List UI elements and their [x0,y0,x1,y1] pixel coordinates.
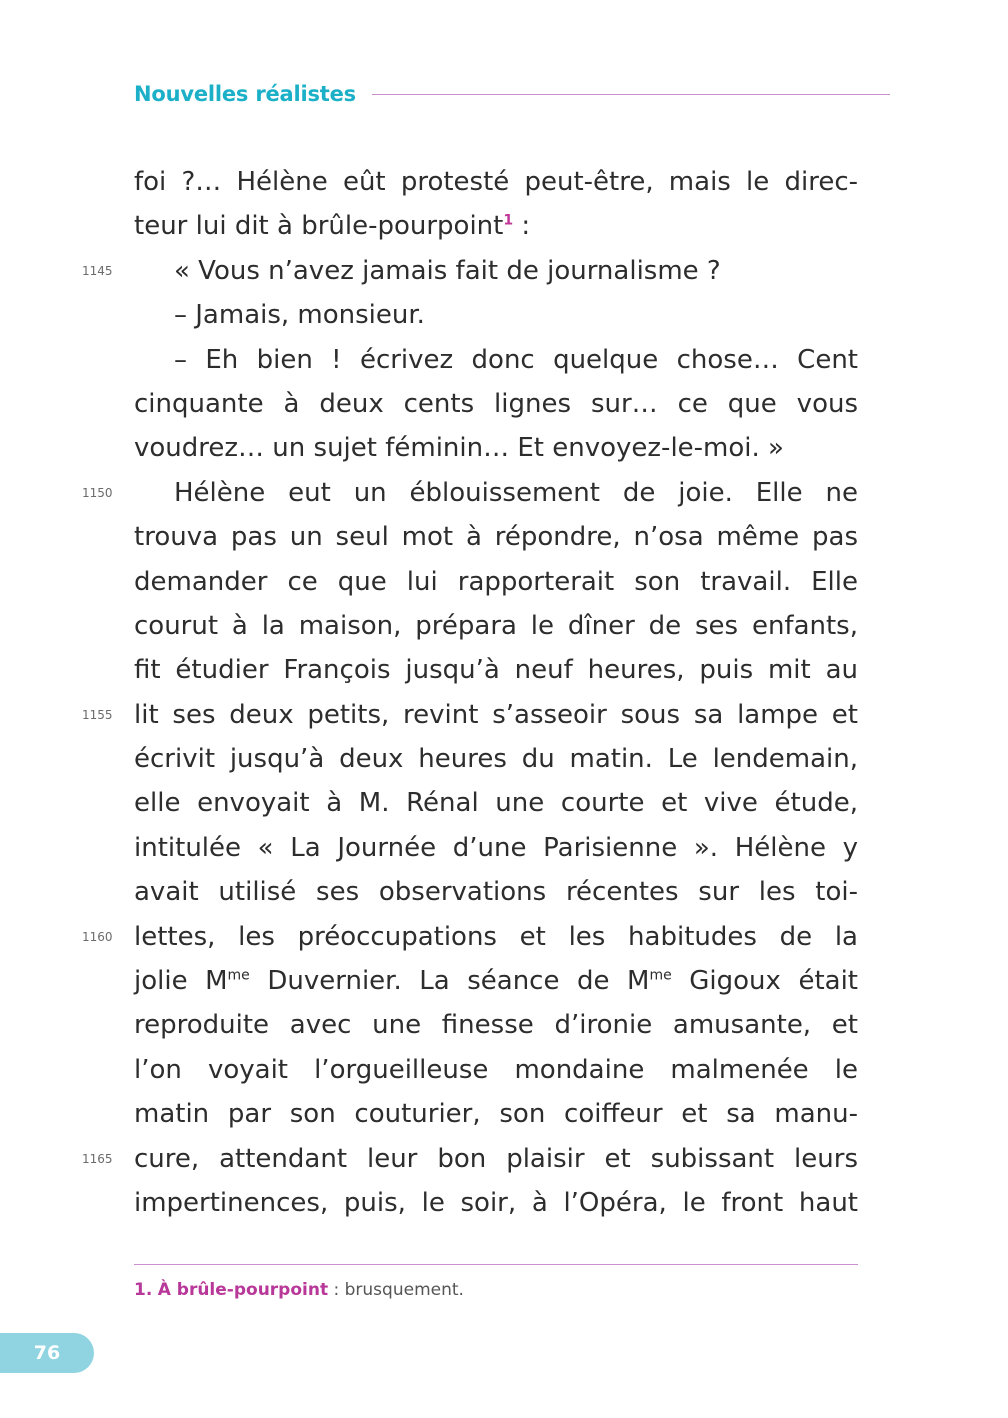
text-line: 1165 cure, attendant leur bon plaisir et subissant leurs [134,1137,858,1181]
text-line: demander ce que lui rapporterait son travail. Elle [134,566,858,597]
footnote-number: 1. [134,1280,153,1300]
running-head-rule [372,94,890,95]
page-number-tab [0,1333,94,1373]
text-line: 1155 lit ses deux petits, revint s’asseoir sous sa lampe et [134,693,858,737]
text-line: cinquante à deux cents lignes sur… ce que vous [134,388,858,419]
footnote-term: À brûle-pourpoint [157,1280,329,1300]
text-line: – Jamais, monsieur. [174,300,425,331]
text-line: 1160 lettes, les préoccupations et les habitudes de la [134,915,858,959]
text-line: écrivit jusqu’à deux heures du matin. Le lendemain, [134,744,858,775]
text-line: avait utilisé ses observations récentes sur les toi- [134,877,858,908]
text-line: reproduite avec une finesse d’ironie amusante, et [134,1010,858,1041]
text-line: 1145 « Vous n’avez jamais fait de journalisme ? [134,249,858,293]
text-line: fit étudier François jusqu’à neuf heures, puis mit au [134,655,858,686]
line-number: 1165 [82,1151,113,1166]
line-number: 1160 [82,929,113,944]
text-line: foi ?… Hélène eût protesté peut-être, mais le direc- [134,167,858,197]
footnote-rule [134,1264,858,1265]
text-line: voudrez… un sujet féminin… Et envoyez-le-moi. » [134,433,784,464]
text-line: teur lui dit à brûle-pourpoint$^1$ : [134,211,531,242]
footnote-definition: : brusquement. [328,1280,464,1300]
line-number: 1150 [82,485,113,500]
footnote [134,1280,464,1300]
body-text [82,160,858,1225]
text-line: matin par son couturier, son coiffeur et sa manu- [134,1099,858,1130]
line-number: 1155 [82,707,113,722]
text-line: jolie $M^{me}$ Duvernier. La séance de $M^{me}$ Gigoux était [134,966,858,997]
running-head-title: Nouvelles réalistes [134,82,356,106]
text-line: – Eh bien ! écrivez donc quelque chose… Cent [174,344,858,375]
text-line: trouva pas un seul mot à répondre, n’osa même pas [134,522,858,553]
text-line: elle envoyait à M. Rénal une courte et vive étude, [134,788,858,819]
line-number: 1145 [82,263,113,278]
text-line: 1150 Hélène eut un éblouissement de joie. Elle ne [134,471,858,515]
text-line: l’on voyait l’orgueilleuse mondaine malmenée le [134,1054,858,1085]
footnote-ref[interactable]: 1 [503,212,514,229]
running-head [134,78,890,110]
text-line: impertinences, puis, le soir, à l’Opéra, le front haut [134,1187,858,1218]
page-number: 76 [33,1342,61,1364]
text-line: intitulée « La Journée d’une Parisienne ». Hélène y [134,832,858,863]
text-line: courut à la maison, prépara le dîner de ses enfants, [134,610,858,641]
